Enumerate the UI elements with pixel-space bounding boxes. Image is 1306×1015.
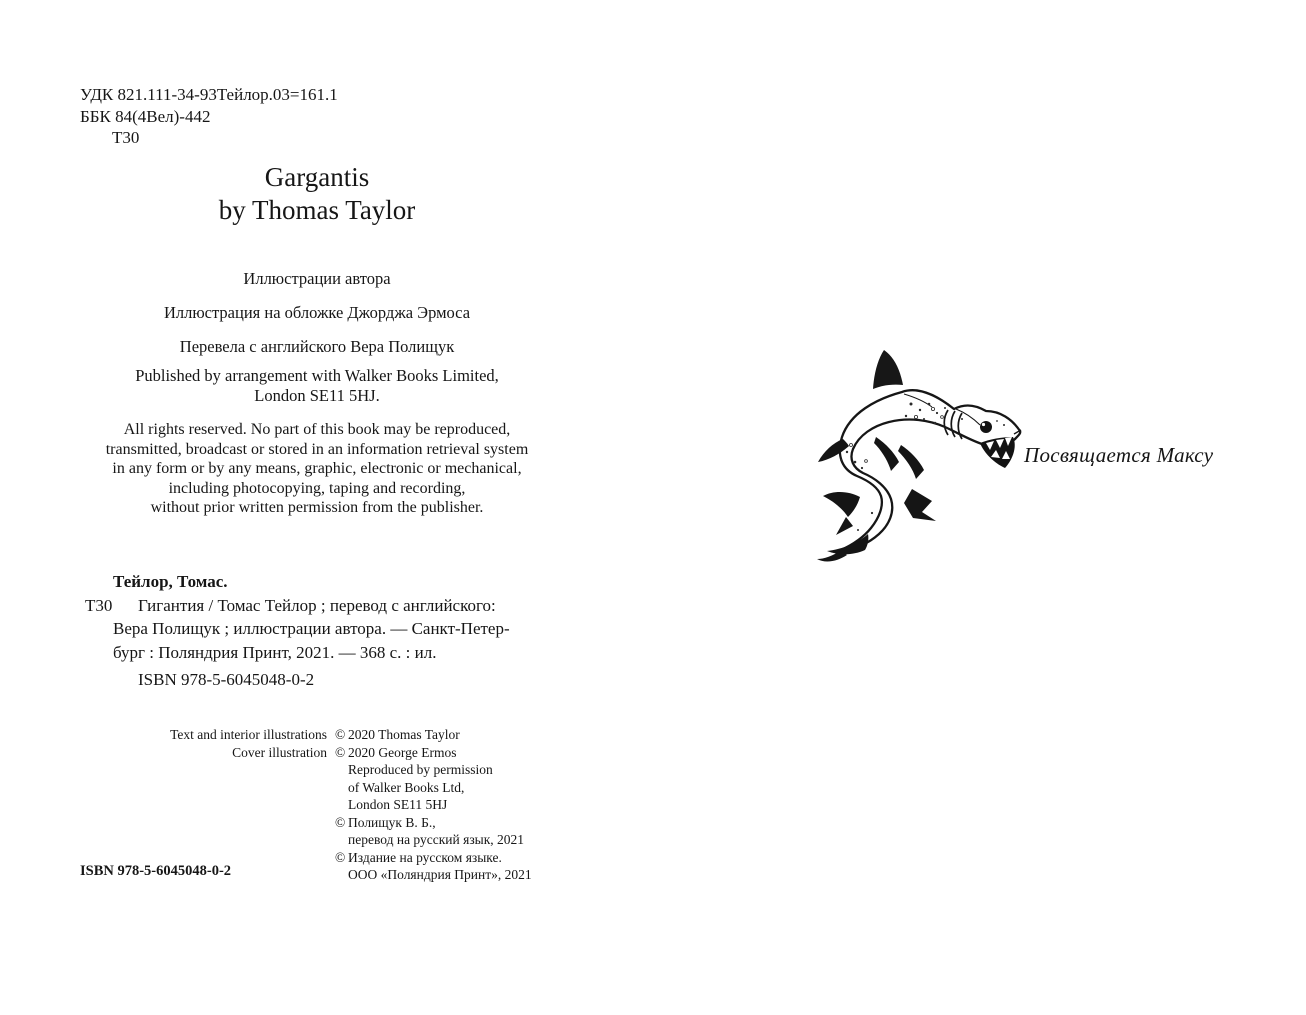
copyright-text: 2020 Thomas Taylor	[348, 727, 460, 742]
copyright-symbol	[335, 831, 348, 849]
published-line: Published by arrangement with Walker Books Limited,	[135, 366, 499, 385]
cataloging-sign: Т30	[85, 596, 113, 615]
published-line: London SE11 5HJ.	[254, 385, 380, 405]
copyright-symbol: ©	[335, 727, 346, 742]
copyright-symbol: ©	[335, 814, 346, 830]
copyright-text: Издание на русском языке.	[348, 849, 502, 865]
cataloging-line: Гигантия / Томас Тейлор ; перевод с английского:	[138, 596, 496, 615]
copyright-symbol	[335, 779, 348, 797]
rights-line: including photocopying, taping and recording,	[168, 479, 466, 497]
credit-line: Перевела с английского Вера Полищук	[179, 337, 455, 356]
belly-fin	[874, 437, 899, 471]
copyright-label: Text and interior illustrations	[170, 727, 327, 742]
cataloging-line: бург : Поляндрия Принт, 2021. — 368 с. : ил.	[113, 643, 437, 662]
copyright-symbol: ©	[335, 849, 346, 865]
belly-fin	[898, 445, 924, 479]
copyright-row	[80, 779, 532, 797]
isbn-bottom: ISBN 978-5-6045048-0-2	[80, 863, 232, 879]
bbk-line: ББК 84(4Вел)-442	[80, 106, 211, 126]
copyright-text: Reproduced by permission	[348, 762, 493, 777]
copyright-symbol	[335, 866, 348, 884]
rights-line: in any form or by any means, graphic, electronic or mechanical,	[112, 460, 522, 477]
cataloging-author: Тейлор, Томас.	[113, 572, 228, 591]
fish-eye	[980, 421, 992, 433]
book-byline: by Thomas Taylor	[218, 195, 416, 225]
copyright-label	[80, 796, 327, 814]
tail-fin	[836, 517, 853, 535]
rights-notice-block	[60, 420, 574, 518]
lower-fin	[904, 489, 936, 521]
copyright-symbol	[335, 796, 348, 814]
copyright-label: Cover illustration	[232, 744, 327, 760]
copyright-text: 2020 George Ermos	[348, 744, 457, 760]
copyright-row	[80, 814, 532, 832]
copyright-text: London SE11 5HJ	[348, 797, 448, 812]
copyright-row	[80, 831, 532, 849]
credits-block	[60, 262, 574, 364]
cataloging-isbn: ISBN 978-5-6045048-0-2	[138, 670, 315, 689]
copyright-text: перевод на русский язык, 2021	[348, 832, 525, 847]
original-title-block	[60, 161, 574, 227]
rights-line: All rights reserved. No part of this book may be reproduced,	[123, 421, 511, 438]
rights-line: transmitted, broadcast or stored in an information retrieval system	[105, 440, 529, 458]
book-title: Gargantis	[264, 162, 370, 192]
author-sign: Т30	[112, 128, 140, 147]
udk-line: УДК 821.111-34-93Тейлор.03=161.1	[80, 85, 338, 104]
published-by-block	[60, 366, 574, 405]
tail-fin	[823, 492, 860, 517]
rights-line: without prior written permission from the publisher.	[150, 499, 484, 516]
fish-body	[840, 390, 1020, 550]
copyright-text: Полищук В. Б.,	[348, 814, 436, 830]
copyright-label	[80, 831, 327, 849]
copyright-text: of Walker Books Ltd,	[348, 779, 465, 795]
copyright-label	[80, 761, 327, 779]
fish-monster-illustration	[816, 347, 1024, 563]
cataloging-line: Вера Полищук ; иллюстрации автора. — Санкт-Петер-	[113, 619, 510, 638]
copyright-row	[80, 796, 532, 814]
catalog-codes-block	[80, 84, 338, 149]
copyright-row	[80, 744, 532, 762]
copyright-symbol	[335, 761, 348, 779]
copyright-row	[80, 761, 532, 779]
copyright-label	[80, 779, 327, 797]
dorsal-fin	[873, 350, 903, 389]
copyright-text: ООО «Поляндрия Принт», 2021	[348, 867, 532, 882]
copyright-row	[80, 726, 532, 744]
copyright-columns-block	[80, 726, 532, 884]
dedication-text: Посвящается Максу	[1024, 443, 1214, 467]
credit-line: Иллюстрация на обложке Джорджа Эрмоса	[163, 303, 471, 322]
copyright-symbol: ©	[335, 744, 346, 760]
credit-line: Иллюстрации автора	[243, 269, 391, 288]
copyright-label	[80, 814, 327, 832]
